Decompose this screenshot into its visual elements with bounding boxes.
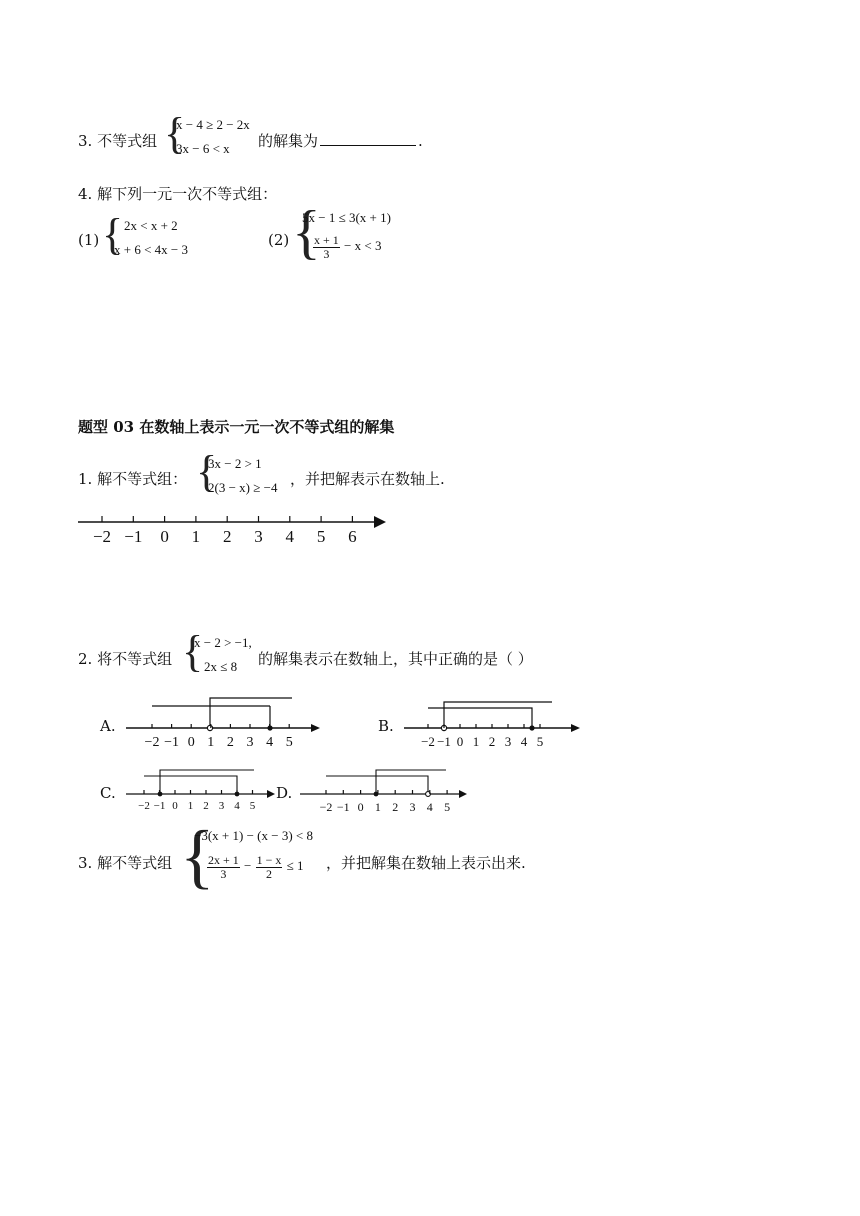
- prev-q4-p2-line1: 5x − 1 ≤ 3(x + 1): [302, 210, 391, 225]
- brace: {: [182, 627, 204, 676]
- tick-label: 4: [426, 800, 433, 814]
- prev-q3-line2: 3x − 6 < x: [176, 141, 230, 156]
- prev-q4-p2-line2: [312, 234, 381, 260]
- tick-label: 0: [187, 735, 195, 750]
- tick-label: 4: [266, 735, 274, 750]
- brace: {: [180, 816, 215, 896]
- prev-q4-p2-label: (2): [268, 231, 290, 249]
- prev-q4-p1-line1: 2x < x + 2: [124, 218, 178, 233]
- tick-label: 4: [285, 527, 295, 546]
- tick-label: 1: [472, 734, 480, 749]
- tick-label: 5: [536, 734, 544, 749]
- tick-label: 0: [456, 734, 464, 749]
- tick-label: −1: [437, 734, 451, 749]
- q2-prefix: 2. 将不等式组: [78, 650, 173, 668]
- tick-label: 5: [285, 735, 293, 750]
- prev-q3-suffix: [258, 130, 423, 151]
- open-point: [207, 725, 212, 730]
- prev-q4-p1-line2: x + 6 < 4x − 3: [114, 242, 188, 257]
- tick-label: −1: [164, 735, 180, 750]
- solution-bracket-right: [160, 770, 254, 794]
- q3-line2: [206, 854, 304, 880]
- arrow-icon: [459, 790, 467, 798]
- arrow-icon: [571, 724, 580, 732]
- numerator: 2x + 1: [208, 853, 239, 867]
- tick-label: 1: [187, 800, 194, 812]
- prev-q3-suffix-text: 的解集为: [258, 132, 319, 150]
- tick-label: 1: [207, 735, 215, 750]
- tick-label: 2: [222, 527, 232, 546]
- arrow-icon: [267, 790, 275, 798]
- answer-blank: [320, 131, 416, 146]
- option-b-label: B.: [378, 717, 394, 735]
- tick-label: −2: [421, 734, 435, 749]
- tick-label: 0: [172, 800, 178, 812]
- option-c-label: C.: [100, 784, 116, 802]
- tick-label: 3: [218, 800, 225, 812]
- tick-label: 2: [392, 800, 399, 814]
- brace: {: [196, 447, 218, 496]
- tick-label: 4: [234, 800, 240, 812]
- tick-label: −1: [124, 527, 143, 546]
- fraction: [313, 234, 340, 260]
- denominator: 3: [323, 246, 330, 261]
- tick-label: 0: [160, 527, 169, 546]
- tick-label: −2: [319, 800, 333, 814]
- tick-label: −2: [144, 735, 160, 750]
- tick-label: 2: [226, 735, 234, 750]
- option-c-diagram: [122, 764, 282, 816]
- closed-point: [529, 725, 534, 730]
- option-a-label: A.: [100, 717, 116, 735]
- q2-line2: 2x ≤ 8: [204, 659, 238, 674]
- q1-line2: 2(3 − x) ≥ −4: [208, 480, 278, 495]
- tick-label: 2: [488, 734, 496, 749]
- numerator: 1 − x: [256, 853, 282, 867]
- q1-suffix: ，并把解表示在数轴上.: [290, 470, 445, 488]
- tick-label: 3: [254, 527, 263, 546]
- tick-label: 0: [357, 800, 364, 814]
- period: .: [418, 132, 423, 150]
- tick-label: −2: [92, 527, 112, 546]
- arrow-icon: [374, 516, 386, 528]
- arrow-icon: [311, 724, 320, 732]
- prev-q4-p1-label: (1): [78, 231, 100, 249]
- section-title: 题型 03 在数轴上表示一元一次不等式组的解集: [78, 418, 395, 436]
- tick-label: 6: [348, 527, 357, 546]
- q3-line1: −3(x + 1) − (x − 3) < 8: [194, 828, 313, 843]
- tick-label: 3: [409, 800, 416, 814]
- q3-suffix: ，并把解集在数轴上表示出来.: [326, 854, 526, 872]
- tick-label: 5: [249, 800, 256, 812]
- tick-label: −1: [336, 800, 350, 814]
- option-d-label: D.: [276, 784, 293, 802]
- tick-label: 1: [191, 527, 201, 546]
- q1-prefix: 1. 解不等式组：: [78, 470, 188, 488]
- solution-bracket-right: [376, 770, 446, 794]
- expr-rest: − x < 3: [344, 238, 382, 254]
- denominator: 3: [220, 866, 227, 881]
- brace: {: [164, 109, 186, 158]
- brace: {: [292, 199, 321, 265]
- tick-label: 1: [374, 800, 381, 814]
- number-line: [76, 512, 396, 552]
- tick-label: 2: [203, 800, 209, 812]
- tick-group: [93, 516, 357, 546]
- q3-prefix: 3. 解不等式组: [78, 854, 173, 872]
- brace: {: [102, 210, 124, 259]
- option-b-diagram: [400, 694, 600, 750]
- tick-label: 3: [504, 734, 512, 749]
- tick-label: 5: [444, 800, 451, 814]
- fraction: [207, 854, 240, 880]
- q2-line1: x − 2 > −1,: [194, 635, 252, 650]
- q2-suffix: 的解集表示在数轴上，其中正确的是（ ）: [258, 650, 533, 668]
- fraction: [256, 854, 283, 880]
- option-a-diagram: [122, 694, 332, 750]
- denominator: 2: [266, 866, 273, 881]
- tick-label: −2: [138, 800, 150, 812]
- prev-q4-prompt: 4. 解下列一元一次不等式组：: [78, 185, 278, 203]
- expr-rest: ≤ 1: [286, 858, 304, 874]
- numerator: x + 1: [314, 233, 339, 247]
- tick-label: −1: [153, 800, 166, 812]
- minus-sign: −: [244, 858, 252, 874]
- q1-line1: 3x − 2 > 1: [208, 456, 262, 471]
- prev-q3-prefix: 3. 不等式组: [78, 132, 158, 150]
- prev-q3-line1: x − 4 ≥ 2 − 2x: [176, 117, 250, 132]
- option-d-diagram: [296, 764, 476, 816]
- tick-label: 3: [246, 735, 254, 750]
- tick-label: 4: [520, 734, 528, 749]
- solution-bracket-right: [210, 698, 292, 728]
- tick-label: 5: [316, 527, 326, 546]
